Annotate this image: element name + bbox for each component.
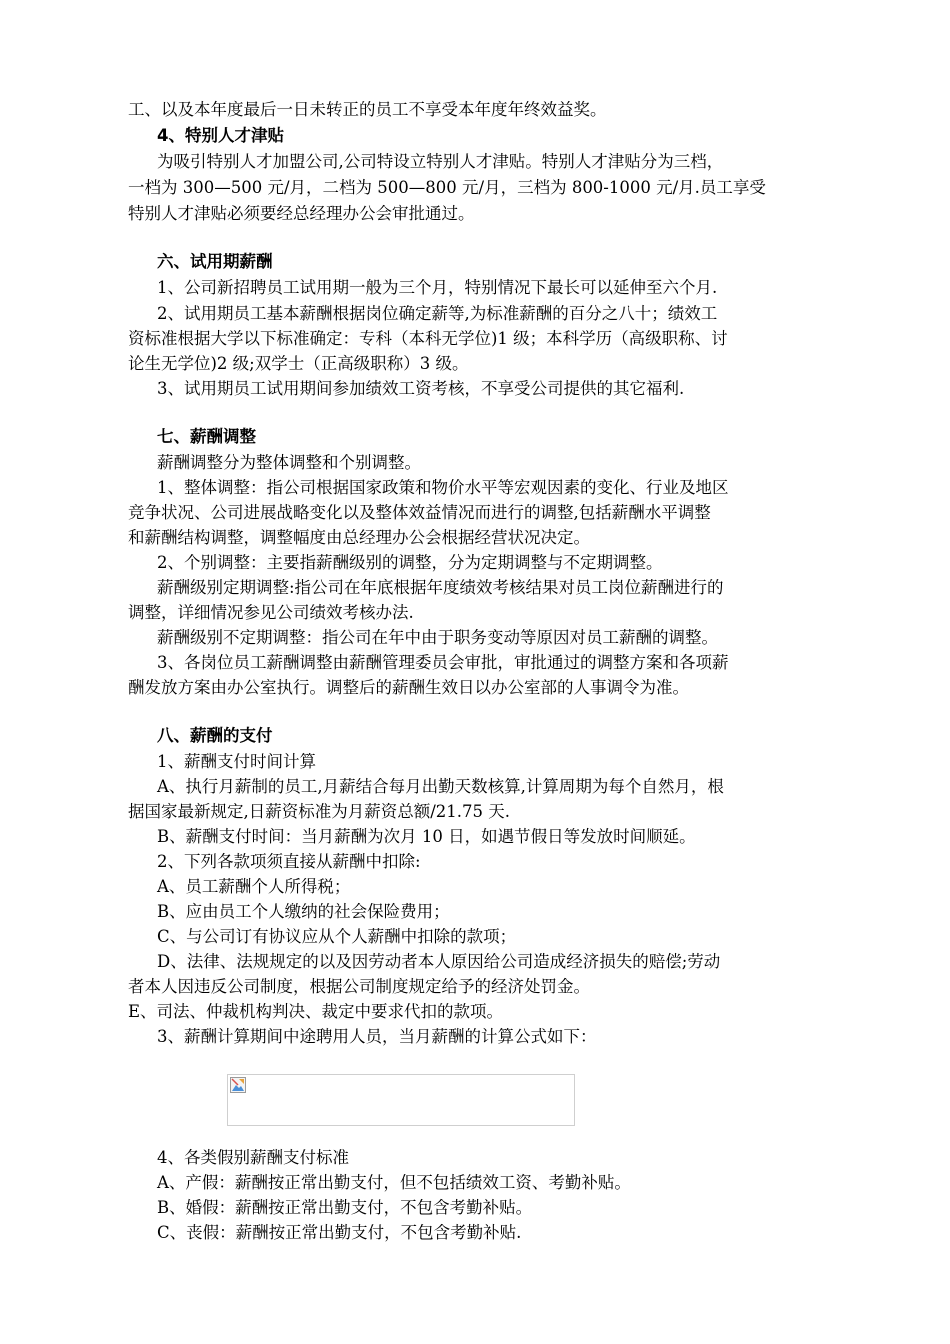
paragraph-line: 3、各岗位员工薪酬调整由薪酬管理委员会审批，审批通过的调整方案和各项薪	[157, 653, 729, 672]
section-heading: 七、薪酬调整	[157, 427, 256, 446]
formula-image-placeholder	[227, 1074, 575, 1126]
paragraph-line: 3、试用期员工试用期间参加绩效工资考核，不享受公司提供的其它福利.	[157, 379, 685, 398]
paragraph-line: 竞争状况、公司进展战略变化以及整体效益情况而进行的调整,包括薪酬水平调整	[128, 503, 711, 522]
paragraph-line: 一档为 300—500 元/月，二档为 500—800 元/月，三档为 800-1000 元/月.员工享受	[128, 178, 766, 197]
paragraph-line: 据国家最新规定,日薪资标准为月薪资总额/21.75 天.	[128, 802, 511, 821]
section-heading: 八、薪酬的支付	[157, 726, 273, 745]
paragraph-line: A、产假：薪酬按正常出勤支付，但不包括绩效工资、考勤补贴。	[157, 1173, 631, 1192]
paragraph-line: 为吸引特别人才加盟公司,公司特设立特别人才津贴。特别人才津贴分为三档，	[157, 152, 724, 171]
paragraph-line: 1、薪酬支付时间计算	[157, 752, 316, 771]
paragraph-line: D、法律、法规规定的以及因劳动者本人原因给公司造成经济损失的赔偿;劳动	[157, 952, 721, 971]
paragraph-line: B、应由员工个人缴纳的社会保险费用；	[157, 902, 450, 921]
paragraph-line: 4、各类假别薪酬支付标准	[157, 1148, 349, 1167]
paragraph-line: 3、薪酬计算期间中途聘用人员，当月薪酬的计算公式如下：	[157, 1027, 597, 1046]
paragraph-line: 2、试用期员工基本薪酬根据岗位确定薪等,为标准薪酬的百分之八十；绩效工	[157, 304, 718, 323]
paragraph-line: C、丧假：薪酬按正常出勤支付，不包含考勤补贴.	[157, 1223, 522, 1242]
paragraph-line: A、员工薪酬个人所得税；	[157, 877, 351, 896]
paragraph-line: 和薪酬结构调整，调整幅度由总经理办公会根据经营状况决定。	[128, 528, 590, 547]
paragraph-line: 2、下列各款项须直接从薪酬中扣除:	[157, 852, 421, 871]
paragraph-line: C、与公司订有协议应从个人薪酬中扣除的款项；	[157, 927, 517, 946]
paragraph-line: B、婚假：薪酬按正常出勤支付，不包含考勤补贴。	[157, 1198, 533, 1217]
paragraph-line: 2、个别调整：主要指薪酬级别的调整，分为定期调整与不定期调整。	[157, 553, 663, 572]
paragraph-line: B、薪酬支付时间：当月薪酬为次月 10 日，如遇节假日等发放时间顺延。	[157, 827, 696, 846]
broken-image-icon	[230, 1077, 246, 1093]
paragraph-line: 工、以及本年度最后一日未转正的员工不享受本年度年终效益奖。	[128, 100, 607, 119]
paragraph-line: 酬发放方案由办公室执行。调整后的薪酬生效日以办公室部的人事调令为准。	[128, 678, 689, 697]
paragraph-line: 调整，详细情况参见公司绩效考核办法.	[128, 603, 414, 622]
section-heading: 六、试用期薪酬	[157, 252, 273, 271]
subsection-heading: 4、特别人才津贴	[157, 126, 284, 145]
paragraph-line: A、执行月薪制的员工,月薪结合每月出勤天数核算,计算周期为每个自然月，根	[157, 777, 724, 796]
paragraph-line: 薪酬级别定期调整:指公司在年底根据年度绩效考核结果对员工岗位薪酬进行的	[157, 578, 724, 597]
paragraph-line: E、司法、仲裁机构判决、裁定中要求代扣的款项。	[128, 1002, 504, 1021]
paragraph-line: 特别人才津贴必须要经总经理办公会审批通过。	[128, 204, 475, 223]
paragraph-line: 论生无学位)2 级;双学士（正高级职称）3 级。	[128, 354, 469, 373]
paragraph-line: 薪酬调整分为整体调整和个别调整。	[157, 453, 421, 472]
paragraph-line: 1、公司新招聘员工试用期一般为三个月，特别情况下最长可以延伸至六个月.	[157, 278, 718, 297]
paragraph-line: 者本人因违反公司制度，根据公司制度规定给予的经济处罚金。	[128, 977, 590, 996]
paragraph-line: 1、整体调整：指公司根据国家政策和物价水平等宏观因素的变化、行业及地区	[157, 478, 729, 497]
paragraph-line: 薪酬级别不定期调整：指公司在年中由于职务变动等原因对员工薪酬的调整。	[157, 628, 718, 647]
paragraph-line: 资标准根据大学以下标准确定：专科（本科无学位)1 级；本科学历（高级职称、讨	[128, 329, 728, 348]
